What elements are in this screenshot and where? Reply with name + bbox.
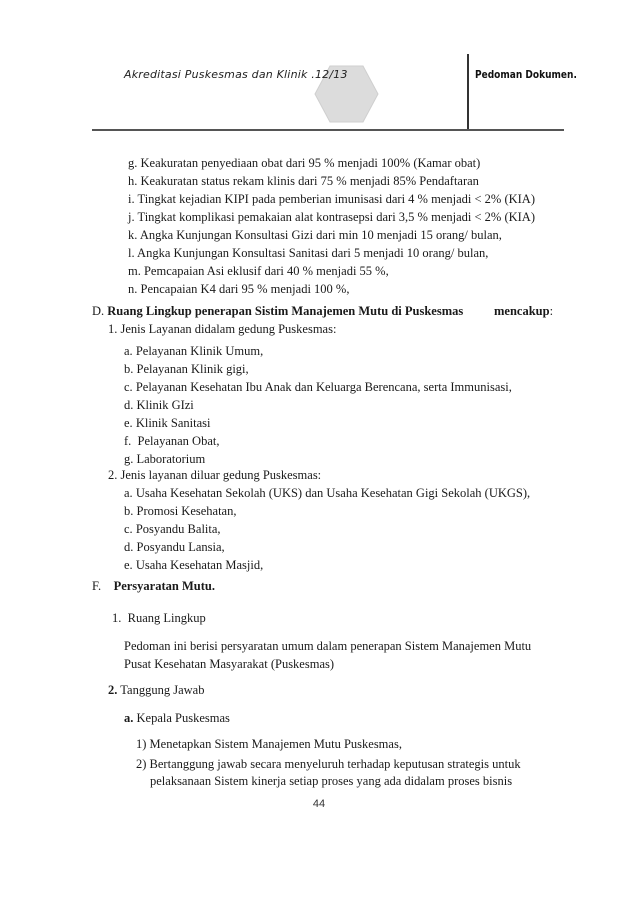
list-item: 1) Menetapkan Sistem Manajemen Mutu Puskesmas, bbox=[136, 737, 402, 751]
list-marker: n. bbox=[128, 282, 138, 296]
list-marker: m. bbox=[128, 264, 141, 278]
list-text: Keakuratan status rekam klinis dari 75 % menjadi 85% Pendaftaran bbox=[140, 174, 479, 188]
list-item: e. Klinik Sanitasi bbox=[124, 416, 211, 430]
header-rule bbox=[92, 129, 564, 131]
page-number: 44 bbox=[312, 798, 326, 810]
numbered-item: 1. Ruang Lingkup bbox=[112, 611, 206, 625]
list-marker: g. bbox=[128, 156, 138, 170]
paragraph-line: Pedoman ini berisi persyaratan umum dalam penerapan Sistem Manajemen Mutu bbox=[124, 639, 532, 653]
list-item: d. Posyandu Lansia, bbox=[124, 540, 225, 554]
section-f-heading bbox=[92, 578, 215, 594]
list-marker: l. bbox=[128, 246, 135, 260]
list-marker: k. bbox=[128, 228, 138, 242]
list-item bbox=[128, 191, 535, 207]
numbered-item: 1. Jenis Layanan didalam gedung Puskesmas: bbox=[108, 322, 337, 336]
paragraph-line: Pusat Kesehatan Masyarakat (Puskesmas) bbox=[124, 657, 335, 671]
header-title: Akreditasi Puskesmas dan Klinik .12/13 bbox=[124, 68, 348, 81]
header-divider bbox=[467, 54, 469, 130]
list-marker: i. bbox=[128, 192, 135, 206]
numbered-item: 2. Jenis layanan diluar gedung Puskesmas: bbox=[108, 468, 322, 482]
list-item: b. Pelayanan Klinik gigi, bbox=[124, 362, 249, 376]
numbered-item: 2. Tanggung Jawab bbox=[108, 683, 205, 697]
section-marker: F. bbox=[92, 579, 102, 593]
list-text: Pemcapaian Asi eklusif dari 40 % menjadi 55 %, bbox=[143, 264, 389, 278]
list-item: g. Laboratorium bbox=[124, 452, 206, 466]
list-item: a. Usaha Kesehatan Sekolah (UKS) dan Usaha Kesehatan Gigi Sekolah (UKGS), bbox=[124, 486, 531, 500]
list-text: Angka Kunjungan Konsultasi Gizi dari min 10 menjadi 15 orang/ bulan, bbox=[139, 228, 502, 242]
list-text: Tingkat kejadian KIPI pada pemberian imunisasi dari 4 % menjadi < 2% (KIA) bbox=[137, 192, 535, 206]
sub-item: a. Kepala Puskesmas bbox=[124, 711, 230, 725]
header-doc-type: Pedoman Dokumen. bbox=[475, 68, 577, 81]
list-marker: h. bbox=[128, 174, 138, 188]
list-item: f. Pelayanan Obat, bbox=[124, 434, 220, 448]
list-text: Tingkat komplikasi pemakaian alat kontrasepsi dari 3,5 % menjadi < 2% (KIA) bbox=[137, 210, 535, 224]
list-item: 2) Bertanggung jawab secara menyeluruh terhadap keputusan strategis untuk bbox=[136, 757, 521, 771]
list-item: a. Pelayanan Klinik Umum, bbox=[124, 344, 264, 358]
list-item bbox=[128, 173, 479, 189]
list-item bbox=[128, 155, 480, 171]
section-title: Persyaratan Mutu. bbox=[113, 579, 215, 593]
list-item bbox=[128, 281, 349, 297]
list-item bbox=[128, 245, 488, 261]
section-title-tail: mencakup: bbox=[494, 304, 554, 318]
section-title: Ruang Lingkup penerapan Sistim Manajemen Mutu di Puskesmas bbox=[107, 304, 464, 318]
list-item bbox=[128, 227, 502, 243]
list-marker: j. bbox=[128, 210, 135, 224]
list-item: d. Klinik GIzi bbox=[124, 398, 194, 412]
list-text: Keakuratan penyediaan obat dari 95 % menjadi 100% (Kamar obat) bbox=[140, 156, 481, 170]
list-item-continuation: pelaksanaan Sistem kinerja setiap proses yang ada didalam proses bisnis bbox=[150, 774, 513, 788]
list-item: b. Promosi Kesehatan, bbox=[124, 504, 237, 518]
list-item: c. Pelayanan Kesehatan Ibu Anak dan Keluarga Berencana, serta Immunisasi, bbox=[124, 380, 512, 394]
list-text: Pencapaian K4 dari 95 % menjadi 100 %, bbox=[140, 282, 350, 296]
list-item bbox=[128, 263, 389, 279]
list-text: Angka Kunjungan Konsultasi Sanitasi dari 5 menjadi 10 orang/ bulan, bbox=[137, 246, 489, 260]
list-item bbox=[128, 209, 535, 225]
section-d-heading bbox=[92, 303, 463, 319]
list-item: e. Usaha Kesehatan Masjid, bbox=[124, 558, 264, 572]
section-marker: D. bbox=[92, 304, 105, 318]
list-item: c. Posyandu Balita, bbox=[124, 522, 221, 536]
